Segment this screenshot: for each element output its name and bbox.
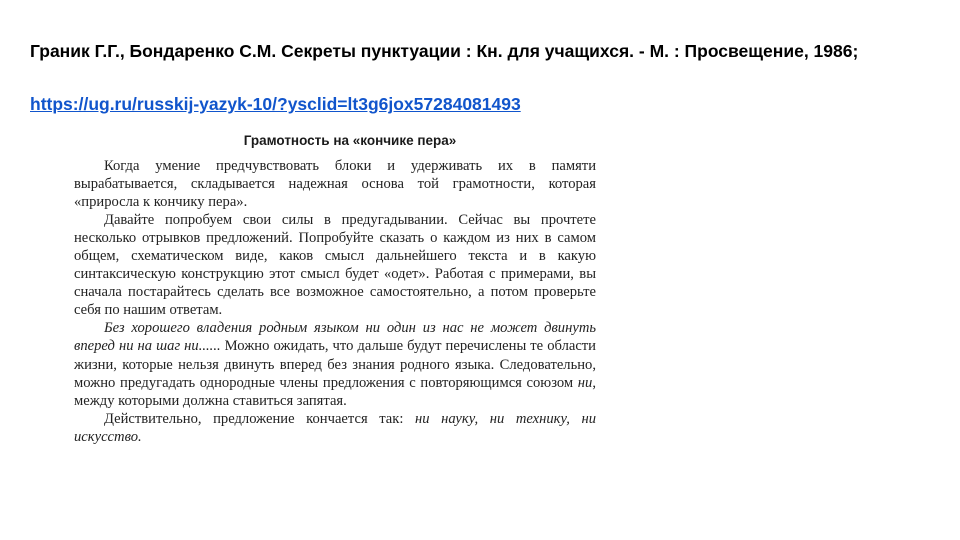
answer-lead: Действительно, предложение кончается так: — [104, 410, 415, 427]
explanation-text-end: , между которыми должна ставиться запятая. — [74, 374, 596, 409]
source-link[interactable]: https://ug.ru/russkij-yazyk-10/?ysclid=lt3g6jox57284081493 — [30, 94, 521, 114]
conjunction-ni: ни — [577, 374, 593, 391]
bibliographic-citation: Граник Г.Г., Бондаренко С.М. Секреты пунктуации : Кн. для учащихся. - М. : Просвещение, 1986; — [30, 41, 859, 61]
scan-paragraph-1: Когда умение предчувствовать блоки и удерживать их в памяти вырабатывается, складывается надежная основа той грамотности, которая «приросла к кончику пера». — [74, 158, 596, 211]
scan-paragraph-4 — [74, 410, 596, 446]
scan-paragraph-2: Давайте попробуем свои силы в предугадывании. Сейчас вы прочтете несколько отрывков предложений. Попробуйте сказать о каждом из них в самом общем, схематическом виде, каков смысл дальнейшего текста и в какую синтаксическую конструкцию этот смысл будет «одет». Работая с примерами, вы сначала постарайтесь сделать все возможное самостоятельно, а потом проверьте себя по нашим ответам. — [74, 212, 596, 319]
explanation-text: Можно ожидать, что дальше будут перечислены те области жизни, которые нельзя двинуть вперед без знания родного языка. Следовательно, можно предугадать однородные члены предложения с повторяющимся союзом — [74, 338, 596, 391]
example-sentence: Без хорошего владения родным языком ни один из нас не может двинуть вперед ни на шаг ни...... — [74, 320, 596, 355]
scan-body — [74, 157, 596, 446]
scan-paragraph-3 — [74, 319, 596, 409]
scan-heading: Грамотность на «кончике пера» — [243, 133, 457, 148]
scanned-book-page — [72, 128, 598, 474]
answer-ending: ни науку, ни технику, ни искусство. — [74, 410, 596, 445]
